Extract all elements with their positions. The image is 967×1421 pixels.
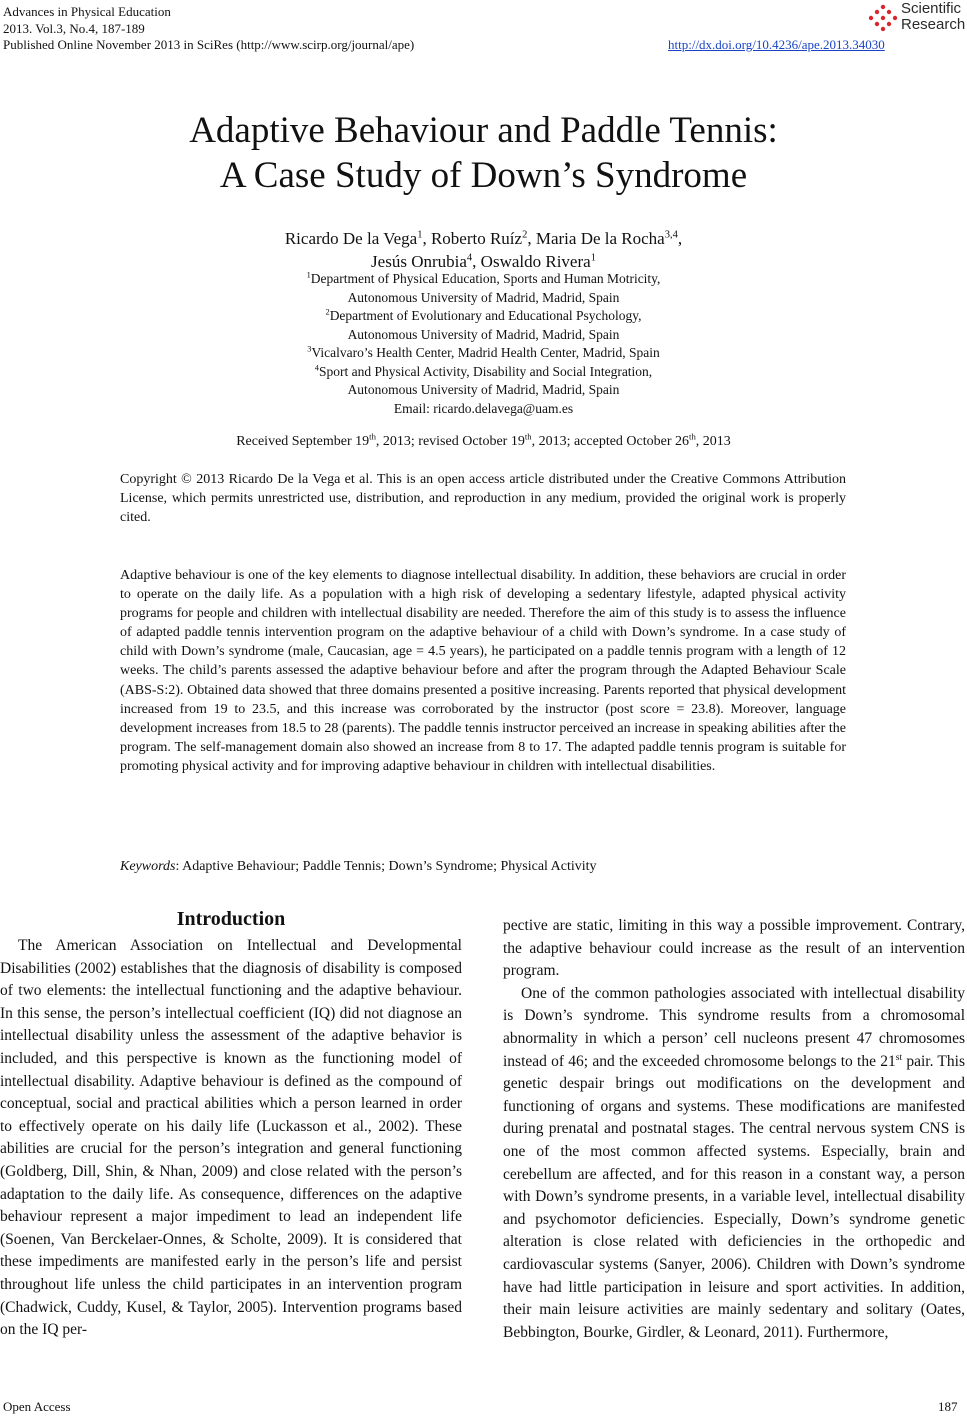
paper-title xyxy=(0,108,967,198)
title-line-1: Adaptive Behaviour and Paddle Tennis: xyxy=(189,110,778,151)
scientific-research-logo xyxy=(868,0,964,34)
logo-diamond-icon xyxy=(868,4,898,32)
authors-line-1: Ricardo De la Vega$^1$, Roberto Ruíz$^2$, Maria De la Rocha$^{3,4}$, xyxy=(284,229,683,248)
copyright-notice: Copyright © 2013 Ricardo De la Vega et al. This is an open access article distributed under the Creative Commons Attribution License, which permits unrestricted use, distribution, and reproduction in any medium, provided the original work is properly cited. xyxy=(120,472,846,526)
title-line-2: A Case Study of Down’s Syndrome xyxy=(219,155,748,196)
logo-text-line2: Research xyxy=(901,16,966,33)
affiliation-2: $^2$Department of Evolutionary and Educational Psychology, xyxy=(325,307,642,323)
right-column xyxy=(503,915,965,1344)
intro-paragraph-1-cont: pective are static, limiting in this way a possible improvement. Contrary, the adaptive behaviour could increase as the result of an intervention program. xyxy=(503,917,965,980)
left-column xyxy=(0,935,462,1342)
affiliation-4: $^4$Sport and Physical Activity, Disability and Social Integration, xyxy=(314,363,653,379)
intro-paragraph-2: One of the common pathologies associated with intellectual disability is Down’s syndrome. This syndrome results from a chromosomal abnormality in which a person’ cell nucleons present 47 chromosomes instead of 46; and the exceeded chromosome belongs to the 21st pair. This genetic despair brings out modifications on the development and functioning of organs and systems. These modifications are manifested during prenatal and postnatal stages. The central nervous system CNS is one of the most common affected systems. Especially, brain and cerebellum are affected, and for this reason in a constant way, a person with Down’s syndrome presents, in a variable level, intellectual disability and psychomotor deficiencies. Especially, Down’s syndrome genetic alteration is close related with deficiencies in the orthopedic and cardiovascular systems (Sanyer, 2006). Children with Down’s syndrome have had little participation in leisure and sport activities. In addition, their main leisure activities are mainly sedentary and solitary (Oates, Bebbington, Bourke, Girdler, & Leonard, 2011). Furthermore, xyxy=(503,984,965,1341)
affiliations xyxy=(0,270,967,418)
journal-info xyxy=(3,4,414,54)
authors-line-2: Jesús Onrubia$^4$, Oswaldo Rivera$^1$ xyxy=(371,252,596,271)
affiliation-1-cont: Autonomous University of Madrid, Madrid, Spain xyxy=(347,289,620,305)
author-list xyxy=(0,227,967,273)
keywords: Keywords: Adaptive Behaviour; Paddle Tennis; Down’s Syndrome; Physical Activity xyxy=(120,859,597,874)
logo-text-line1: Scientific xyxy=(901,0,962,17)
affiliation-4-cont: Autonomous University of Madrid, Madrid, Spain xyxy=(347,382,620,397)
footer-open-access: Open Access xyxy=(3,1399,71,1414)
affiliation-3: $^3$Vicalvaro’s Health Center, Madrid Health Center, Madrid, Spain xyxy=(307,344,660,360)
affiliation-1: $^1$Department of Physical Education, Sports and Human Motricity, xyxy=(306,270,661,286)
journal-name: Advances in Physical Education xyxy=(3,4,171,19)
affiliation-2-cont: Autonomous University of Madrid, Madrid, Spain xyxy=(347,326,620,342)
intro-paragraph-1: The American Association on Intellectual and Developmental Disabilities (2002) establishes that the diagnosis of disability is composed of two elements: the intellectual functioning and the adaptive behaviour. In this sense, the person’s intellectual coefficient (IQ) did not diagnose an intellectual disability unless the assessment of the adaptive behavior is included, and this perspective is known as the functioning model of intellectual disability. Adaptive behaviour is defined as the compound of conceptual, social and practical abilities which a person learned in order to effectively operate on his daily life (Luckasson et al., 2002). These abilities are crucial for the person’s integration and general functioning (Goldberg, Dill, Shin, & Nhan, 2009) and close related with the person’s adaptation to the daily life. As consequence, differences on the adaptive behaviour represent a major impediment to lead an independent life (Soenen, Van Berckelaer-Onnes, & Scholte, 2009). It is considered that these impediments are manifested early in the person’s life and persist throughout life unless the child participates in an intervention program (Chadwick, Cuddy, Kusel, & Taylor, 2005). Intervention programs based on the IQ per- xyxy=(0,937,462,1339)
journal-volume: 2013. Vol.3, No.4, 187-189 xyxy=(3,20,145,36)
received-dates: Received September 19th, 2013; revised October 19th, 2013; accepted October 26th, 2013 xyxy=(236,431,731,449)
page-number: 187 xyxy=(938,1399,958,1414)
section-heading-introduction: Introduction xyxy=(176,908,286,930)
author-email: Email: ricardo.delavega@uam.es xyxy=(393,400,574,416)
journal-published: Published Online November 2013 in SciRes (http://www.scirp.org/journal/ape) xyxy=(3,37,415,52)
abstract: Adaptive behaviour is one of the key elements to diagnose intellectual disability. In addition, these behaviors are crucial in order to operate on the daily life. As a population with a high risk of developing a sedentary lifestyle, adapted physical activity programs for people and children with intellectual disability are needed. Therefore the aim of this study is to assess the influence of adapted paddle tennis intervention program on the adaptive behaviour of a child with Down’s syndrome. In a case study of child with Down’s syndrome (male, Caucasian, age = 4.5 years), he participated on a paddle tennis program with a length of 12 weeks. The child’s parents assessed the adaptive behaviour before and after the program through the Adapted Behaviour Scale (ABS-S:2). Obtained data showed that three domains presented a positive increasing. Parents reported that physical development increased from 19 to 23.5, and this increase was corroborated by the instructor (post score = 23.8). Moreover, language development increases from 18.5 to 28 (parents). The paddle tennis instructor perceived an increase in speaking abilities after the program. The self-management domain also showed an increase from 8 to 17. The adapted paddle tennis program is suitable for promoting physical activity and for improving adaptive behaviour in children with intellectual disabilities. xyxy=(120,568,846,774)
doi-link[interactable]: http://dx.doi.org/10.4236/ape.2013.34030 xyxy=(668,37,885,52)
